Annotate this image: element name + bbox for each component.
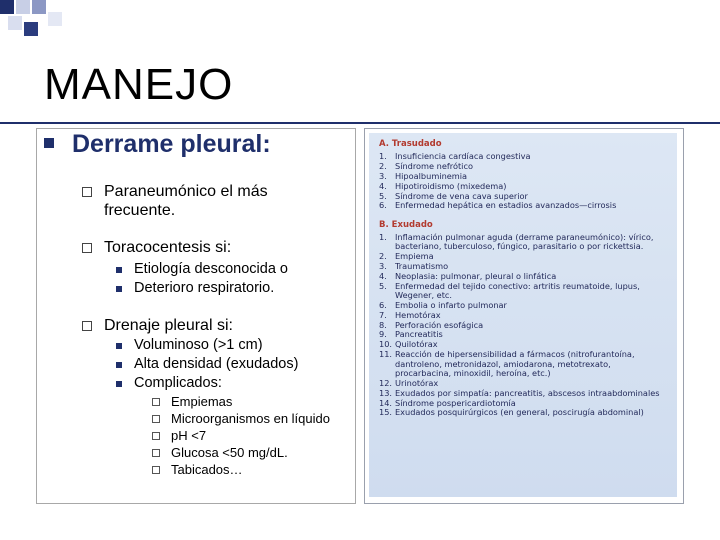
table-row <box>379 399 669 408</box>
table-row-number: 1. <box>379 231 387 242</box>
list-item-text: Drenaje pleural si: <box>104 317 233 334</box>
sub-list-item <box>116 355 298 374</box>
decor-square <box>48 12 62 26</box>
sub-sub-list-item <box>152 410 330 427</box>
table-row <box>379 162 669 171</box>
sub-sub-list-item <box>152 427 206 444</box>
table-row <box>379 340 669 349</box>
decor-square <box>8 16 22 30</box>
square-bullet-icon <box>44 138 54 148</box>
sub-sub-list-item-text: Empiemas <box>171 394 233 409</box>
table-row <box>379 201 669 210</box>
main-bullet-text: Derrame pleural: <box>72 130 271 158</box>
table-row <box>379 282 669 301</box>
sub-list-item-text: Alta densidad (exudados) <box>134 356 299 372</box>
table-row-text: Hemotórax <box>395 309 441 320</box>
hollow-square-bullet-icon <box>152 432 160 440</box>
table-row-number: 12. <box>379 377 393 388</box>
table-row <box>379 252 669 261</box>
causes-table <box>369 133 677 497</box>
table-row-text: Hipoalbuminemia <box>395 170 468 181</box>
table-row-text: Urinotórax <box>395 377 439 388</box>
sub-sub-list-item-text: Tabicados… <box>171 462 243 477</box>
table-row <box>379 152 669 161</box>
sub-sub-list-item-text: Microorganismos en líquido <box>171 411 330 426</box>
table-row-number: 14. <box>379 397 393 408</box>
table-row-number: 5. <box>379 280 387 291</box>
table-row-text: Síndrome pospericardiotomía <box>395 397 516 408</box>
decor-square <box>32 0 46 14</box>
sub-sub-list-item-text: pH <7 <box>171 428 207 443</box>
square-bullet-icon <box>116 286 122 292</box>
table-row-number: 6. <box>379 299 387 310</box>
list-item-text: Paraneumónico el más <box>104 183 268 200</box>
table-row-text: Perforación esofágica <box>395 319 484 330</box>
table-row-number: 5. <box>379 190 387 201</box>
table-row-text: Exudados posquirúrgicos (en general, poscirugía abdominal) <box>395 407 644 418</box>
table-row-number: 8. <box>379 319 387 330</box>
table-row-text: Síndrome nefrótico <box>395 160 473 171</box>
table-row-number: 15. <box>379 407 393 418</box>
table-row-text: Empiema <box>395 250 434 261</box>
table-row-text: Neoplasia: pulmonar, pleural o linfática <box>395 270 557 281</box>
table-row <box>379 272 669 281</box>
transudate-list <box>379 152 669 211</box>
decor-square <box>24 22 38 36</box>
title-divider <box>0 122 720 124</box>
table-row <box>379 350 669 378</box>
list-item <box>82 238 231 257</box>
table-row-number: 13. <box>379 387 393 398</box>
table-row <box>379 389 669 398</box>
decor-square <box>16 0 30 14</box>
table-row <box>379 233 669 252</box>
table-row <box>379 311 669 320</box>
sub-list-item-text: Etiología desconocida o <box>134 261 288 277</box>
table-row-text: Exudados por simpatía: pancreatitis, abscesos intraabdominales <box>395 387 660 398</box>
table-section-title: A. Trasudado <box>379 139 442 149</box>
table-row-text: Enfermedad del tejido conectivo: artritis reumatoide, lupus, Wegener, etc. <box>395 280 640 300</box>
sub-sub-list-item <box>152 461 243 478</box>
hollow-square-bullet-icon <box>82 243 92 253</box>
table-row-number: 3. <box>379 170 387 181</box>
sub-list-item <box>116 374 222 393</box>
table-section-title: B. Exudado <box>379 219 433 230</box>
list-item-text: Toracocentesis si: <box>104 239 232 256</box>
table-row <box>379 262 669 271</box>
hollow-square-bullet-icon <box>152 415 160 423</box>
table-row-number: 7. <box>379 309 387 320</box>
table-row-number: 4. <box>379 270 387 281</box>
table-row-text: Quilotórax <box>395 339 438 350</box>
slide-title: MANEJO <box>44 60 234 109</box>
table-row-number: 2. <box>379 160 387 171</box>
table-row-text: Síndrome de vena cava superior <box>395 190 528 201</box>
sub-list-item-text: Deterioro respiratorio. <box>134 280 275 296</box>
table-row <box>379 408 669 417</box>
table-row <box>379 192 669 201</box>
table-row-text: Inflamación pulmonar aguda (derrame paraneumónico): vírico, bacteriano, tuberculoso, fúngico, parasitario o por rickettsia. <box>395 231 654 252</box>
hollow-square-bullet-icon <box>152 398 160 406</box>
table-row-text: Hipotiroidismo (mixedema) <box>395 180 507 191</box>
hollow-square-bullet-icon <box>152 466 160 474</box>
sub-list-item-text: Voluminoso (>1 cm) <box>134 337 263 353</box>
table-row-number: 2. <box>379 250 387 261</box>
table-row-number: 4. <box>379 180 387 191</box>
hollow-square-bullet-icon <box>82 187 92 197</box>
hollow-square-bullet-icon <box>82 321 92 331</box>
table-row <box>379 379 669 388</box>
table-row <box>379 301 669 310</box>
decor-square <box>0 0 14 14</box>
table-row-text: Enfermedad hepática en estadios avanzados—cirrosis <box>395 200 617 211</box>
table-row-text: Insuficiencia cardíaca congestiva <box>395 151 531 161</box>
table-row-number: 6. <box>379 200 387 211</box>
square-bullet-icon <box>116 267 122 273</box>
table-row-text: Reacción de hipersensibilidad a fármacos (nitrofurantoína, dantroleno, metronidazol, amiodarona, metotrexato, procarbacina, minoxidil, heroína, etc.) <box>395 349 635 378</box>
table-row-number: 9. <box>379 329 387 340</box>
hollow-square-bullet-icon <box>152 449 160 457</box>
list-item <box>82 316 233 335</box>
table-row <box>379 330 669 339</box>
exudate-list <box>379 233 669 418</box>
sub-list-item <box>116 279 274 298</box>
list-item <box>82 182 268 220</box>
main-bullet <box>44 130 271 159</box>
sub-sub-list-item <box>152 444 288 461</box>
sub-list-item <box>116 336 263 355</box>
table-row-text: Embolia o infarto pulmonar <box>395 299 507 310</box>
table-row-text: Traumatismo <box>395 260 449 271</box>
table-row <box>379 172 669 181</box>
table-row-number: 3. <box>379 260 387 271</box>
table-row-number: 11. <box>379 349 393 360</box>
square-bullet-icon <box>116 381 122 387</box>
sub-sub-list-item-text: Glucosa <50 mg/dL. <box>171 445 288 460</box>
list-item-text: frecuente. <box>104 202 176 219</box>
sub-sub-list-item <box>152 393 232 410</box>
square-bullet-icon <box>116 343 122 349</box>
table-row <box>379 321 669 330</box>
table-row-number: 1. <box>379 151 387 161</box>
table-row-number: 10. <box>379 339 393 350</box>
square-bullet-icon <box>116 362 122 368</box>
sub-list-item <box>116 260 288 279</box>
table-row <box>379 182 669 191</box>
table-row-text: Pancreatitis <box>395 329 443 340</box>
sub-list-item-text: Complicados: <box>134 375 222 391</box>
